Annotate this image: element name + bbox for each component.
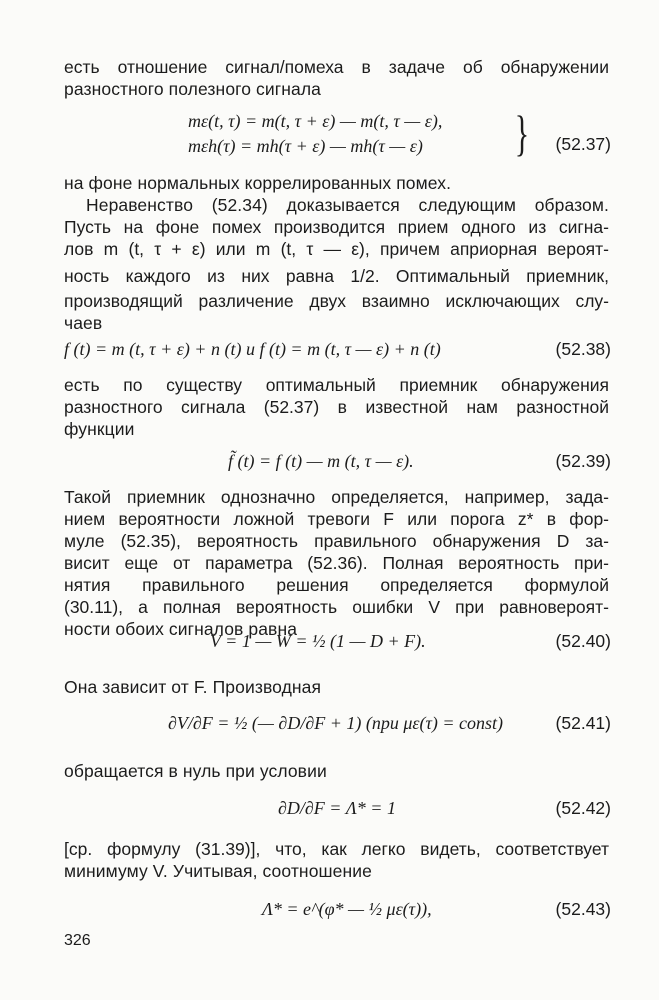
equation-number: (52.40) [555,631,611,651]
text-line: обращается в нуль при условии [64,761,327,781]
equation-52-43: Λ* = e^(φ* — ½ με(τ)), [262,899,432,919]
text-line: ности обоих сигналов равна [64,619,298,639]
equation-number: (52.42) [555,798,611,818]
text-line: (30.11), а полная вероятность ошибки V при равновероят- [64,597,609,617]
equation-number: (52.37) [555,134,611,154]
text-line: ность каждого из них равна 1/2. Оптимальный приемник, [64,266,609,286]
text-line: есть по существу оптимальный приемник обнаружения [64,375,609,395]
text-line: производящий различение двух взаимно исключающих слу- [64,291,609,311]
equation-52-39: f̃ (t) = f (t) — m (t, τ — ε). [228,451,414,471]
text-line: функции [64,419,135,439]
text-line: Она зависит от F. Производная [64,677,322,697]
text-line: Неравенство (52.34) доказывается следующим образом. [86,195,609,215]
text-line: разностного полезного сигнала [64,79,321,99]
text-line: Пусть на фоне помех производится прием одного из сигна- [64,217,609,237]
text-line: нятия правильного решения определяется формулой [64,575,609,595]
equation-number: (52.38) [555,339,611,359]
equation-number: (52.43) [555,899,611,919]
equation-52-40: V = 1 — W = ½ (1 — D + F). [210,631,426,651]
equation-number: (52.41) [555,713,611,733]
text-line: муле (52.35), вероятность правильного обнаружения D за- [64,531,609,551]
text-line: нием вероятности ложной тревоги F или порога z* в фор- [64,509,609,529]
text-line: висит еще от параметра (52.36). Полная вероятность при- [64,553,609,573]
text-line: на фоне нормальных коррелированных помех. [64,173,452,193]
text-line: есть отношение сигнал/помеха в задаче об обнаружении [64,57,609,77]
text-line: разностного сигнала (52.37) в известной нам разностной [64,397,609,417]
text-line: лов m (t, τ + ε) или m (t, τ — ε), причем априорная вероят- [64,239,609,259]
text-line: [ср. формулу (31.39)], что, как легко видеть, соответствует [64,839,609,859]
equation-52-37-line1: mε(t, τ) = m(t, τ + ε) — m(t, τ — ε), [188,111,443,131]
equation-number: (52.39) [555,451,611,471]
equation-52-41: ∂V/∂F = ½ (— ∂D/∂F + 1) (при με(τ) = const) [168,713,504,733]
equation-52-42: ∂D/∂F = Λ* = 1 [278,798,396,818]
equation-52-38: f (t) = m (t, τ + ε) + n (t) и f (t) = m (t, τ — ε) + n (t) [64,339,441,359]
equation-52-37-line2: mεh(τ) = mh(τ + ε) — mh(τ — ε) [188,136,423,156]
text-line: Такой приемник однозначно определяется, например, зада- [64,487,609,507]
text-line: чаев [64,313,103,333]
page-number: 326 [64,932,91,949]
right-brace: } [514,105,530,161]
text-line: минимуму V. Учитывая, соотношение [64,861,372,881]
